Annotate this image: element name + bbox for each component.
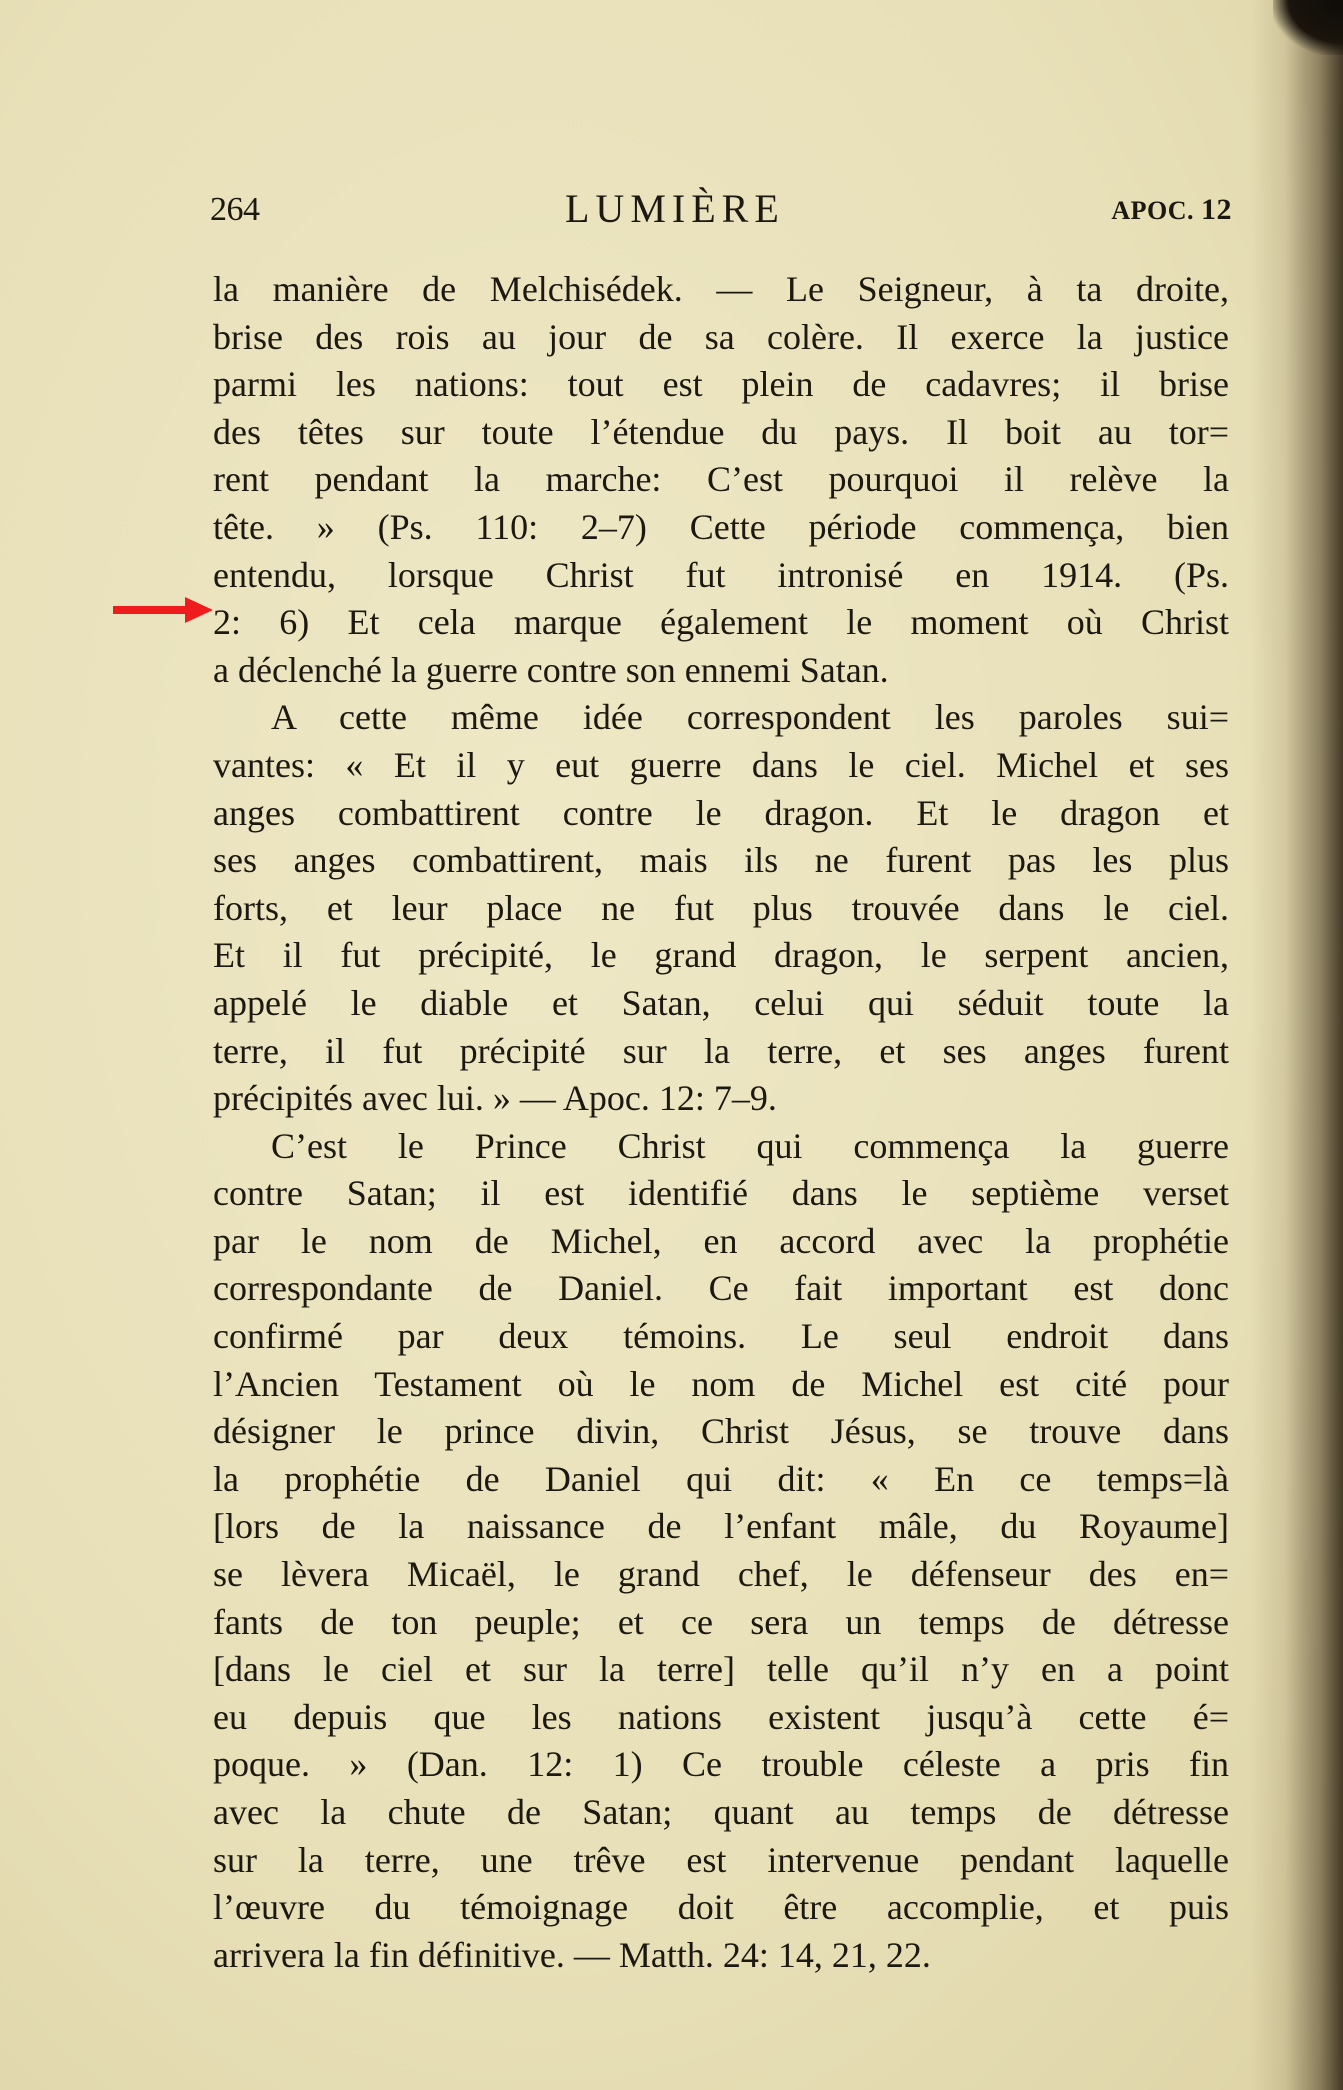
text-line: anges combattirent contre le dragon. Et le dragon et: [213, 792, 1229, 833]
text-line: fants de ton peuple; et ce sera un temps de détresse: [213, 1601, 1229, 1642]
text-line: eu depuis que les nations existent jusqu’à cette é=: [213, 1696, 1229, 1737]
text-line: parmi les nations: tout est plein de cadavres; il brise: [213, 364, 1229, 405]
text-line: des têtes sur toute l’étendue du pays. Il boit au tor=: [213, 411, 1229, 452]
text-line: arrivera la fin définitive. — Matth. 24: 14, 21, 22.: [213, 1934, 931, 1975]
text-line: terre, il fut précipité sur la terre, et ses anges furent: [213, 1030, 1229, 1071]
right-arrow-icon: [113, 597, 213, 623]
text-line: rent pendant la marche: C’est pourquoi il relève la: [213, 459, 1229, 500]
paragraph-2: [213, 694, 1229, 1122]
running-title: LUMIÈRE: [565, 186, 785, 231]
text-line: poque. » (Dan. 12: 1) Ce trouble céleste a pris fin: [213, 1744, 1229, 1785]
paragraph-1: [213, 266, 1229, 694]
text-line: l’Ancien Testament où le nom de Michel est cité pour: [213, 1363, 1229, 1404]
text-line: vantes: « Et il y eut guerre dans le ciel. Michel et ses: [213, 744, 1229, 785]
text-line: [dans le ciel et sur la terre] telle qu’il n’y en a point: [213, 1649, 1229, 1690]
text-line: tête. » (Ps. 110: 2–7) Cette période commença, bien: [213, 506, 1229, 547]
text-line: l’œuvre du témoignage doit être accomplie, et puis: [213, 1887, 1229, 1928]
section-reference: [1111, 193, 1232, 227]
text-line: contre Satan; il est identifié dans le septième verset: [213, 1173, 1229, 1214]
section-reference-book: APOC.: [1111, 196, 1194, 225]
text-line: brise des rois au jour de sa colère. Il exerce la justice: [213, 316, 1229, 357]
arrow-head: [185, 597, 213, 623]
text-line: C’est le Prince Christ qui commença la guerre: [271, 1125, 1229, 1166]
text-line: par le nom de Michel, en accord avec la prophétie: [213, 1220, 1229, 1261]
text-line: appelé le diable et Satan, celui qui séduit toute la: [213, 982, 1229, 1023]
text-line: a déclenché la guerre contre son ennemi Satan.: [213, 649, 889, 690]
text-line: se lèvera Micaël, le grand chef, le défenseur des en=: [213, 1554, 1229, 1595]
page-corner-shadow: [1273, 0, 1343, 55]
text-line: la manière de Melchisédek. — Le Seigneur, à ta droite,: [213, 269, 1229, 309]
text-line: confirmé par deux témoins. Le seul endroit dans: [213, 1316, 1229, 1357]
text-line: correspondante de Daniel. Ce fait important est donc: [213, 1268, 1229, 1309]
paragraph-3: [213, 1123, 1229, 1980]
text-line: sur la terre, une trêve est intervenue pendant laquelle: [213, 1839, 1229, 1880]
text-line: forts, et leur place ne fut plus trouvée dans le ciel.: [213, 887, 1229, 928]
arrow-shaft: [113, 606, 189, 614]
text-line: désigner le prince divin, Christ Jésus, se trouve dans: [213, 1411, 1229, 1452]
page-number: 264: [210, 191, 260, 228]
text-line: Et il fut précipité, le grand dragon, le serpent ancien,: [213, 935, 1229, 976]
text-line: entendu, lorsque Christ fut intronisé en 1914. (Ps.: [213, 554, 1229, 595]
text-line-arrowed: 2: 6) Et cela marque également le moment où Christ: [213, 602, 1229, 643]
text-line: avec la chute de Satan; quant au temps de détresse: [213, 1792, 1229, 1832]
text-line: A cette même idée correspondent les paroles sui=: [271, 697, 1229, 738]
text-line: [lors de la naissance de l’enfant mâle, du Royaume]: [213, 1506, 1229, 1547]
section-reference-chapter: 12: [1201, 193, 1232, 226]
body-text: [213, 266, 1229, 1979]
text-line: précipités avec lui. » — Apoc. 12: 7–9.: [213, 1078, 777, 1119]
text-line: la prophétie de Daniel qui dit: « En ce temps=là: [213, 1458, 1229, 1499]
text-line: ses anges combattirent, mais ils ne furent pas les plus: [213, 840, 1229, 881]
running-header: [210, 185, 1230, 245]
